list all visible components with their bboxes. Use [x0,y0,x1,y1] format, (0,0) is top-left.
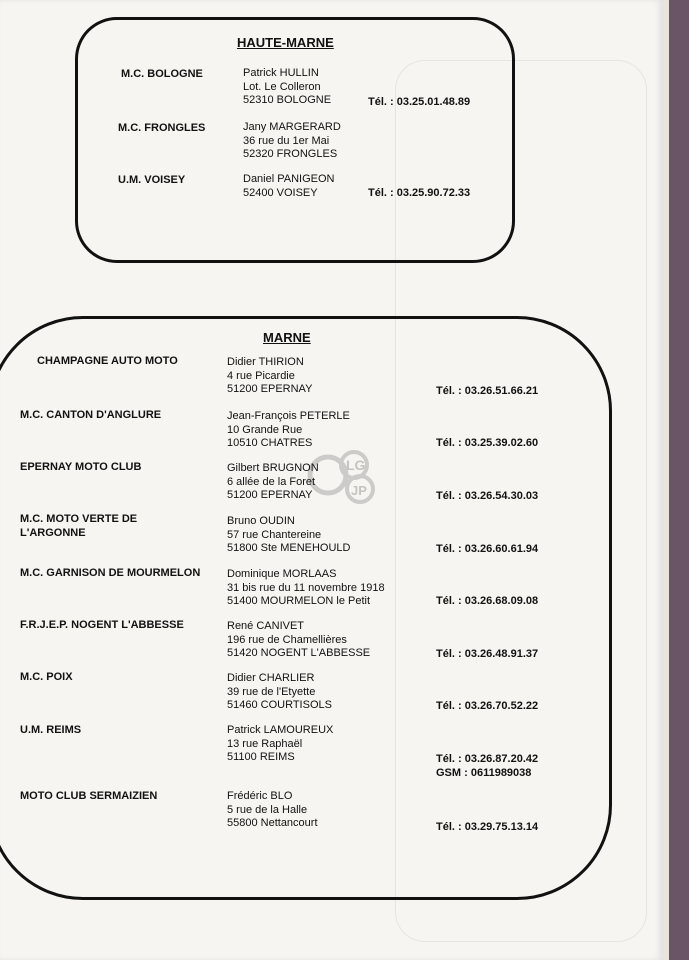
contact-name: René CANIVET [227,620,305,632]
club-name: M.C. GARNISON DE MOURMELON [20,567,201,579]
club-name: MOTO CLUB SERMAIZIEN [20,790,158,802]
contact-name: Patrick HULLIN [243,67,319,79]
phone-number: Tél. : 03.26.48.91.37 [436,648,539,660]
address-city: 52310 BOLOGNE [243,94,332,106]
address-city: 51420 NOGENT L'ABBESSE [227,647,371,659]
marne-title: MARNE [263,330,311,345]
svg-text:JP: JP [351,483,367,498]
address-line: 10 Grande Rue [227,423,303,436]
address-line: 6 allée de la Foret [227,475,316,488]
contact-name: Patrick LAMOUREUX [227,724,334,736]
address-line: 4 rue Picardie [227,369,295,382]
club-address [227,672,332,713]
club-address [243,67,331,108]
club-name: M.C. CANTON D'ANGLURE [20,409,162,421]
phone-number: Tél. : 03.25.01.48.89 [368,96,471,108]
club-name: CHAMPAGNE AUTO MOTO [37,355,178,367]
address-line: 13 rue Raphaël [227,737,303,750]
address-line: 5 rue de la Halle [227,803,308,816]
club-name: M.C. FRONGLES [118,122,206,134]
club-name: F.R.J.E.P. NOGENT L'ABBESSE [20,619,184,631]
club-address [227,462,319,503]
phone-number [436,753,538,780]
phone-number-line: Tél. : 03.26.87.20.42 [436,753,539,765]
svg-text:LG: LG [346,457,366,473]
club-name: U.M. REIMS [20,724,82,736]
page-edge [663,0,669,960]
address-line: 39 rue de l'Etyette [227,685,316,698]
phone-number: Tél. : 03.26.60.61.94 [436,543,539,555]
phone-number: Tél. : 03.25.39.02.60 [436,437,539,449]
phone-number: Tél. : 03.26.51.66.21 [436,385,539,397]
contact-name: Dominique MORLAAS [227,568,337,580]
address-line: 196 rue de Chamellières [227,633,347,646]
phone-number: Tél. : 03.26.68.09.08 [436,595,539,607]
contact-name: Jean-François PETERLE [227,410,350,422]
club-address [227,790,318,831]
club-address [227,356,312,397]
address-city: 52400 VOISEY [243,186,318,199]
address-city: 51200 EPERNAY [227,489,313,501]
address-city: 51100 REIMS [227,751,295,763]
contact-name: Daniel PANIGEON [243,173,335,185]
club-name: M.C. MOTO VERTE DE L'ARGONNE [20,513,138,539]
address-city: 51460 COURTISOLS [227,699,332,711]
club-address [227,568,385,609]
contact-name: Gilbert BRUGNON [227,462,319,474]
club-address [227,515,351,556]
mobile-number: GSM : 0611989038 [436,766,532,779]
club-address [243,173,335,200]
address-city: 52320 FRONGLES [243,148,338,160]
contact-name: Frédéric BLO [227,790,293,802]
club-name: EPERNAY MOTO CLUB [20,461,142,473]
address-line: 36 rue du 1er Mai [243,134,330,147]
haute-marne-title: HAUTE-MARNE [237,35,334,50]
contact-name: Jany MARGERARD [243,121,341,133]
address-line: 31 bis rue du 11 novembre 1918 [227,581,385,594]
phone-number: Tél. : 03.26.54.30.03 [436,490,539,502]
club-address [227,620,370,661]
club-address [227,410,350,451]
club-name: M.C. POIX [20,671,73,683]
address-city: 51800 Ste MENEHOULD [227,542,351,554]
address-city: 55800 Nettancourt [227,817,318,829]
address-city: 10510 CHATRES [227,437,313,449]
club-name: U.M. VOISEY [118,174,186,186]
address-line: Lot. Le Colleron [243,80,321,93]
phone-number: Tél. : 03.29.75.13.14 [436,821,539,833]
club-name: M.C. BOLOGNE [121,68,203,80]
phone-number: Tél. : 03.26.70.52.22 [436,700,539,712]
address-line: 57 rue Chantereine [227,528,322,541]
club-address [243,121,341,162]
contact-name: Bruno OUDIN [227,515,295,527]
contact-name: Didier THIRION [227,356,304,368]
club-address [227,724,333,765]
phone-number: Tél. : 03.25.90.72.33 [368,187,471,199]
address-city: 51200 EPERNAY [227,383,313,395]
address-city: 51400 MOURMELON le Petit [227,595,371,607]
contact-name: Didier CHARLIER [227,672,315,684]
